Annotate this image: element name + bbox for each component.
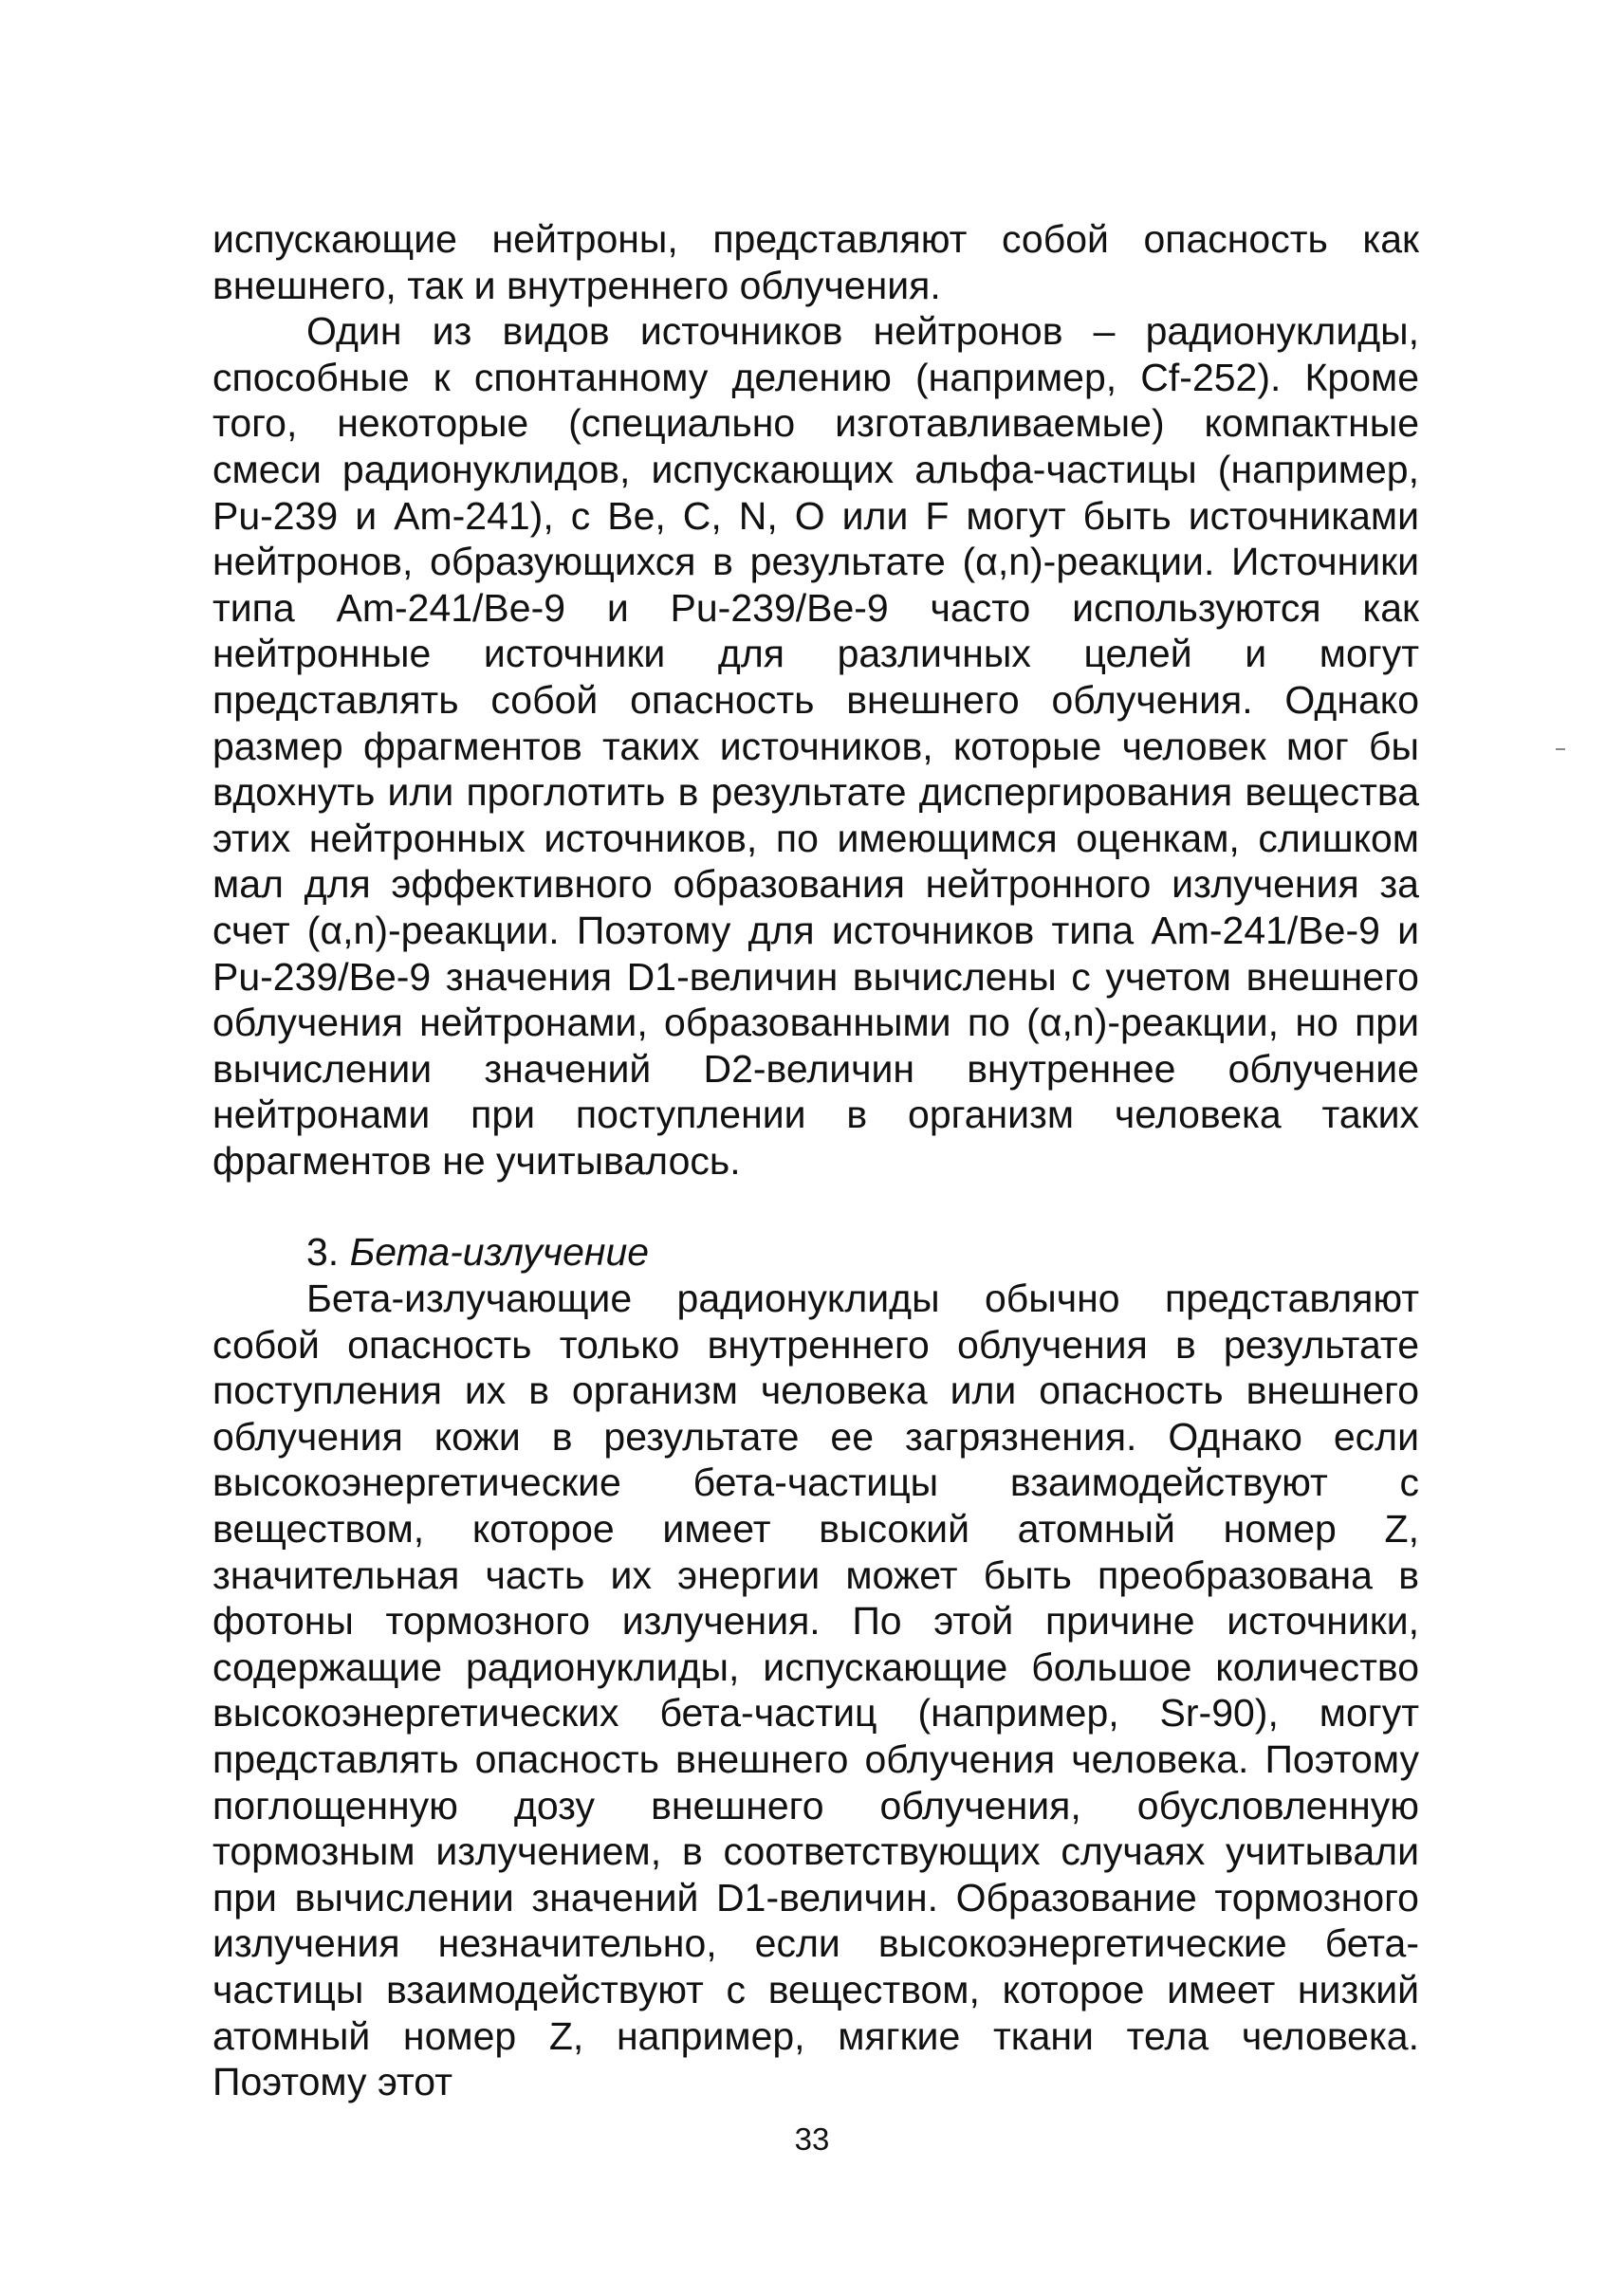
page-number: 33 — [794, 2122, 830, 2157]
paragraph-neutron-sources: Один из видов источников нейтронов – радионуклиды, способные к спонтанному делению (например, Cf-252). Кроме того, некоторые (специально изготавливаемые) компактные смеси радионуклидов, испускающих альфа-частицы (например, Pu-239 и Am-241), с Be, C, N, O или F могут быть источниками нейтронов, образующихся в результате (α,n)-реакции. Источники типа Am-241/Be-9 и Pu-239/Be-9 часто используются как нейтронные источники для различных целей и могут представлять собой опасность внешнего облучения. Однако размер фрагментов таких источников, которые человек мог бы вдохнуть или проглотить в результате диспергирования вещества этих нейтронных источников, по имеющимся оценкам, слишком мал для эффективного образования нейтронного излучения за счет (α,n)-реакции. Поэтому для источников типа Am-241/Be-9 и Pu-239/Be-9 значения D1-величин вычислены с учетом внешнего облучения нейтронами, образованными по (α,n)-реакции, но при вычислении значений D2-величин внутреннее облучение нейтронами при поступлении в организм человека таких фрагментов не учитывалось. — [212, 309, 1419, 1183]
section-number: 3. — [306, 1230, 340, 1275]
body-text — [212, 216, 1419, 2105]
paragraph-continuation: испускающие нейтроны, представляют собой опасность как внешнего, так и внутреннего облучения. — [212, 217, 1419, 307]
scan-artifact-mark — [1556, 748, 1565, 750]
section-title: Бета-излучение — [349, 1230, 650, 1275]
paragraph-beta-radiation: Бета-излучающие радионуклиды обычно представляют собой опасность только внутреннего облучения в результате поступления их в организм человека или опасность внешнего облучения кожи в результате ее загрязнения. Однако если высокоэнергетические бета-частицы взаимодействуют с веществом, которое имеет высокий атомный номер Z, значительная часть их энергии может быть преобразована в фотоны тормозного излучения. По этой причине источники, содержащие радионуклиды, испускающие большое количество высокоэнергетических бета-частиц (например, Sr-90), могут представлять опасность внешнего облучения человека. Поэтому поглощенную дозу внешнего облучения, обусловленную тормозным излучением, в соответствующих случаях учитывали при вычислении значений D1-величин. Образование тормозного излучения незначительно, если высокоэнергетические бета-частицы взаимодействуют с веществом, которое имеет низкий атомный номер Z, например, мягкие ткани тела человека. Поэтому этот — [212, 1277, 1419, 2104]
section-heading — [212, 1229, 1419, 1276]
